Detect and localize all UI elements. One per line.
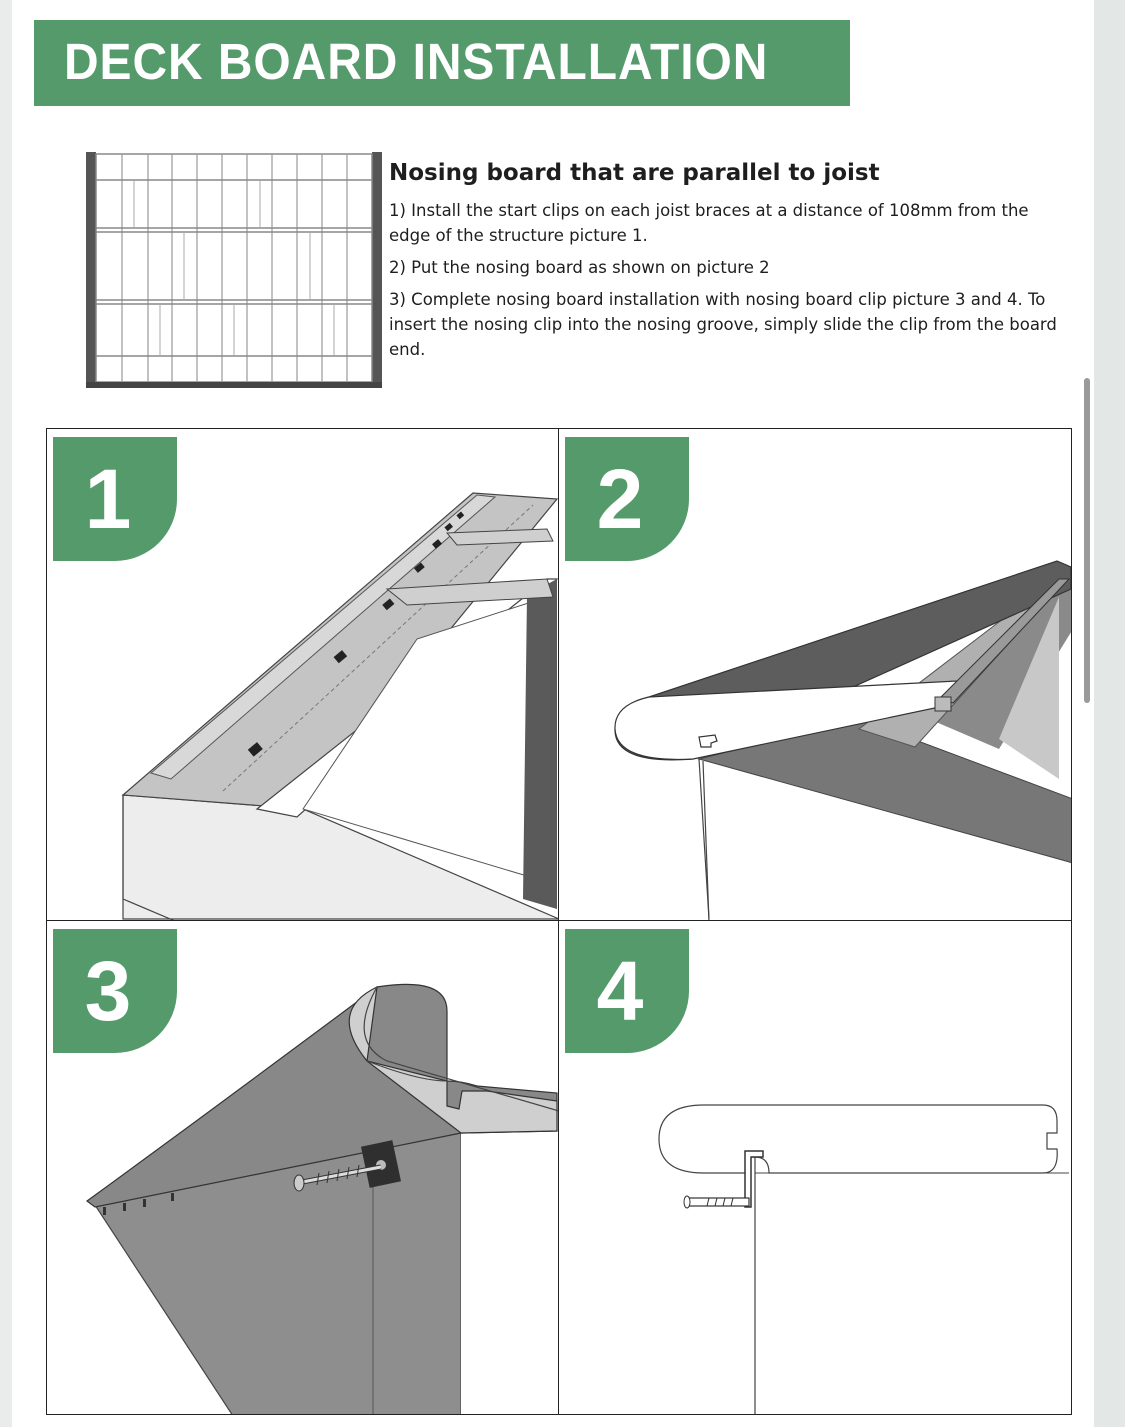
step-2-text: 2) Put the nosing board as shown on picture 2 <box>389 258 770 277</box>
figure-4-badge <box>565 929 689 1053</box>
vertical-scrollbar[interactable] <box>1084 378 1090 703</box>
figure-2-panel <box>558 428 1072 922</box>
figure-1-badge <box>53 437 177 561</box>
figure-3-number: 3 <box>84 944 132 1038</box>
deck-plan-diagram-icon <box>72 150 384 390</box>
figure-4-panel <box>558 920 1072 1415</box>
figure-3-badge <box>53 929 177 1053</box>
page-title: DECK BOARD INSTALLATION <box>64 33 769 90</box>
figure-1-panel <box>46 428 560 922</box>
figure-2-number: 2 <box>596 452 644 546</box>
figure-1-number: 1 <box>84 452 132 546</box>
title-banner <box>34 20 850 106</box>
figure-3-panel <box>46 920 560 1415</box>
instructions-heading: Nosing board that are parallel to joist <box>389 160 880 186</box>
instructions <box>389 160 1069 369</box>
page-edge <box>1094 0 1125 1427</box>
figure-2-badge <box>565 437 689 561</box>
step-1-text: 1) Install the start clips on each joist braces at a distance of 108mm from the edge of the structure picture 1. <box>389 201 1029 245</box>
step-3-text: 3) Complete nosing board installation with nosing board clip picture 3 and 4. To insert the nosing clip into the nosing groove, simply slide the clip from the board end. <box>389 290 1057 359</box>
figure-4-number: 4 <box>596 944 644 1038</box>
